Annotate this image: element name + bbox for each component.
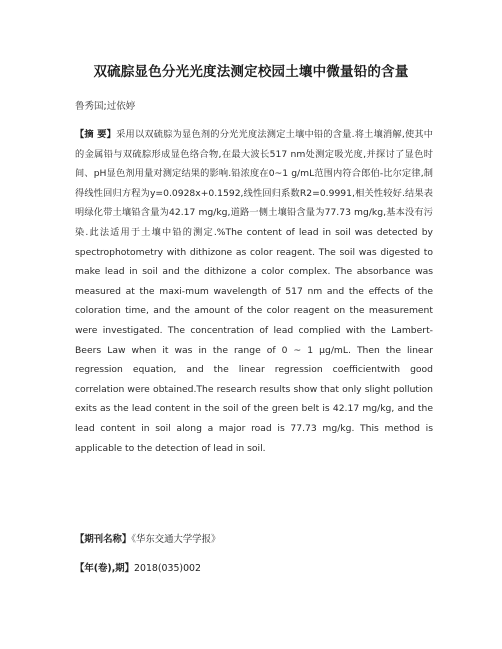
abstract-label: 【摘 要】 (75, 129, 117, 140)
volume-value: 2018(035)002 (134, 563, 201, 574)
volume-field (75, 560, 201, 574)
abstract-english: The content of lead in soil was detected by spectrophotometry with dithizone as color reagent. The soil was digested to make lead in soil and the dithizone a color complex. The absorbance was measured at the maxi-mum wavelength of 517 nm and the effects of the coloration time, and the amount of the color reagent on the measurement were investigated. The concentration of lead complied with the Lambert-Beers Law when it was in the range of 0 ~ 1 μg/mL. Then the linear regression equation, and the linear regression coefficientwith good correlation were obtained.The research results show that only slight pollution exits as the lead content in the soil of the green belt is 42.17 mg/kg, and the lead content in soil along a major road is 77.73 mg/kg. This method is applicable to the detection of lead in soil. (75, 226, 433, 454)
journal-label: 【期刊名称】 (75, 534, 132, 545)
journal-field (75, 531, 220, 545)
journal-value: 《华东交通大学学报》 (131, 534, 221, 545)
volume-label: 【年(卷),期】 (75, 563, 135, 574)
abstract-chinese: 采用以双硫腙为显色剂的分光光度法测定土壤中铅的含量.将土壤消解,使其中的金属铅与双硫腙形成显色络合物,在最大波长517 nm处测定吸光度,并探讨了显色时间、pH显色剂用量对测定结果的影响.铅浓度在0~1 g/mL范围内符合郎伯-比尔定律,制得线性回归方程为y=0.0928x+0.1592,线性回归系数R2=0.9991,相关性较好.结果表明绿化带土壤铅含量为42.17 mg/kg,道路一侧土壤铅含量为77.73 mg/kg,基本没有污染.此法适用于土壤中铅的测定.% (75, 129, 433, 238)
document-title: 双硫腙显色分光光度法测定校园土壤中微量铅的含量 (93, 64, 409, 80)
abstract (75, 125, 433, 458)
authors: 鲁秀国;过依婷 (75, 101, 136, 112)
